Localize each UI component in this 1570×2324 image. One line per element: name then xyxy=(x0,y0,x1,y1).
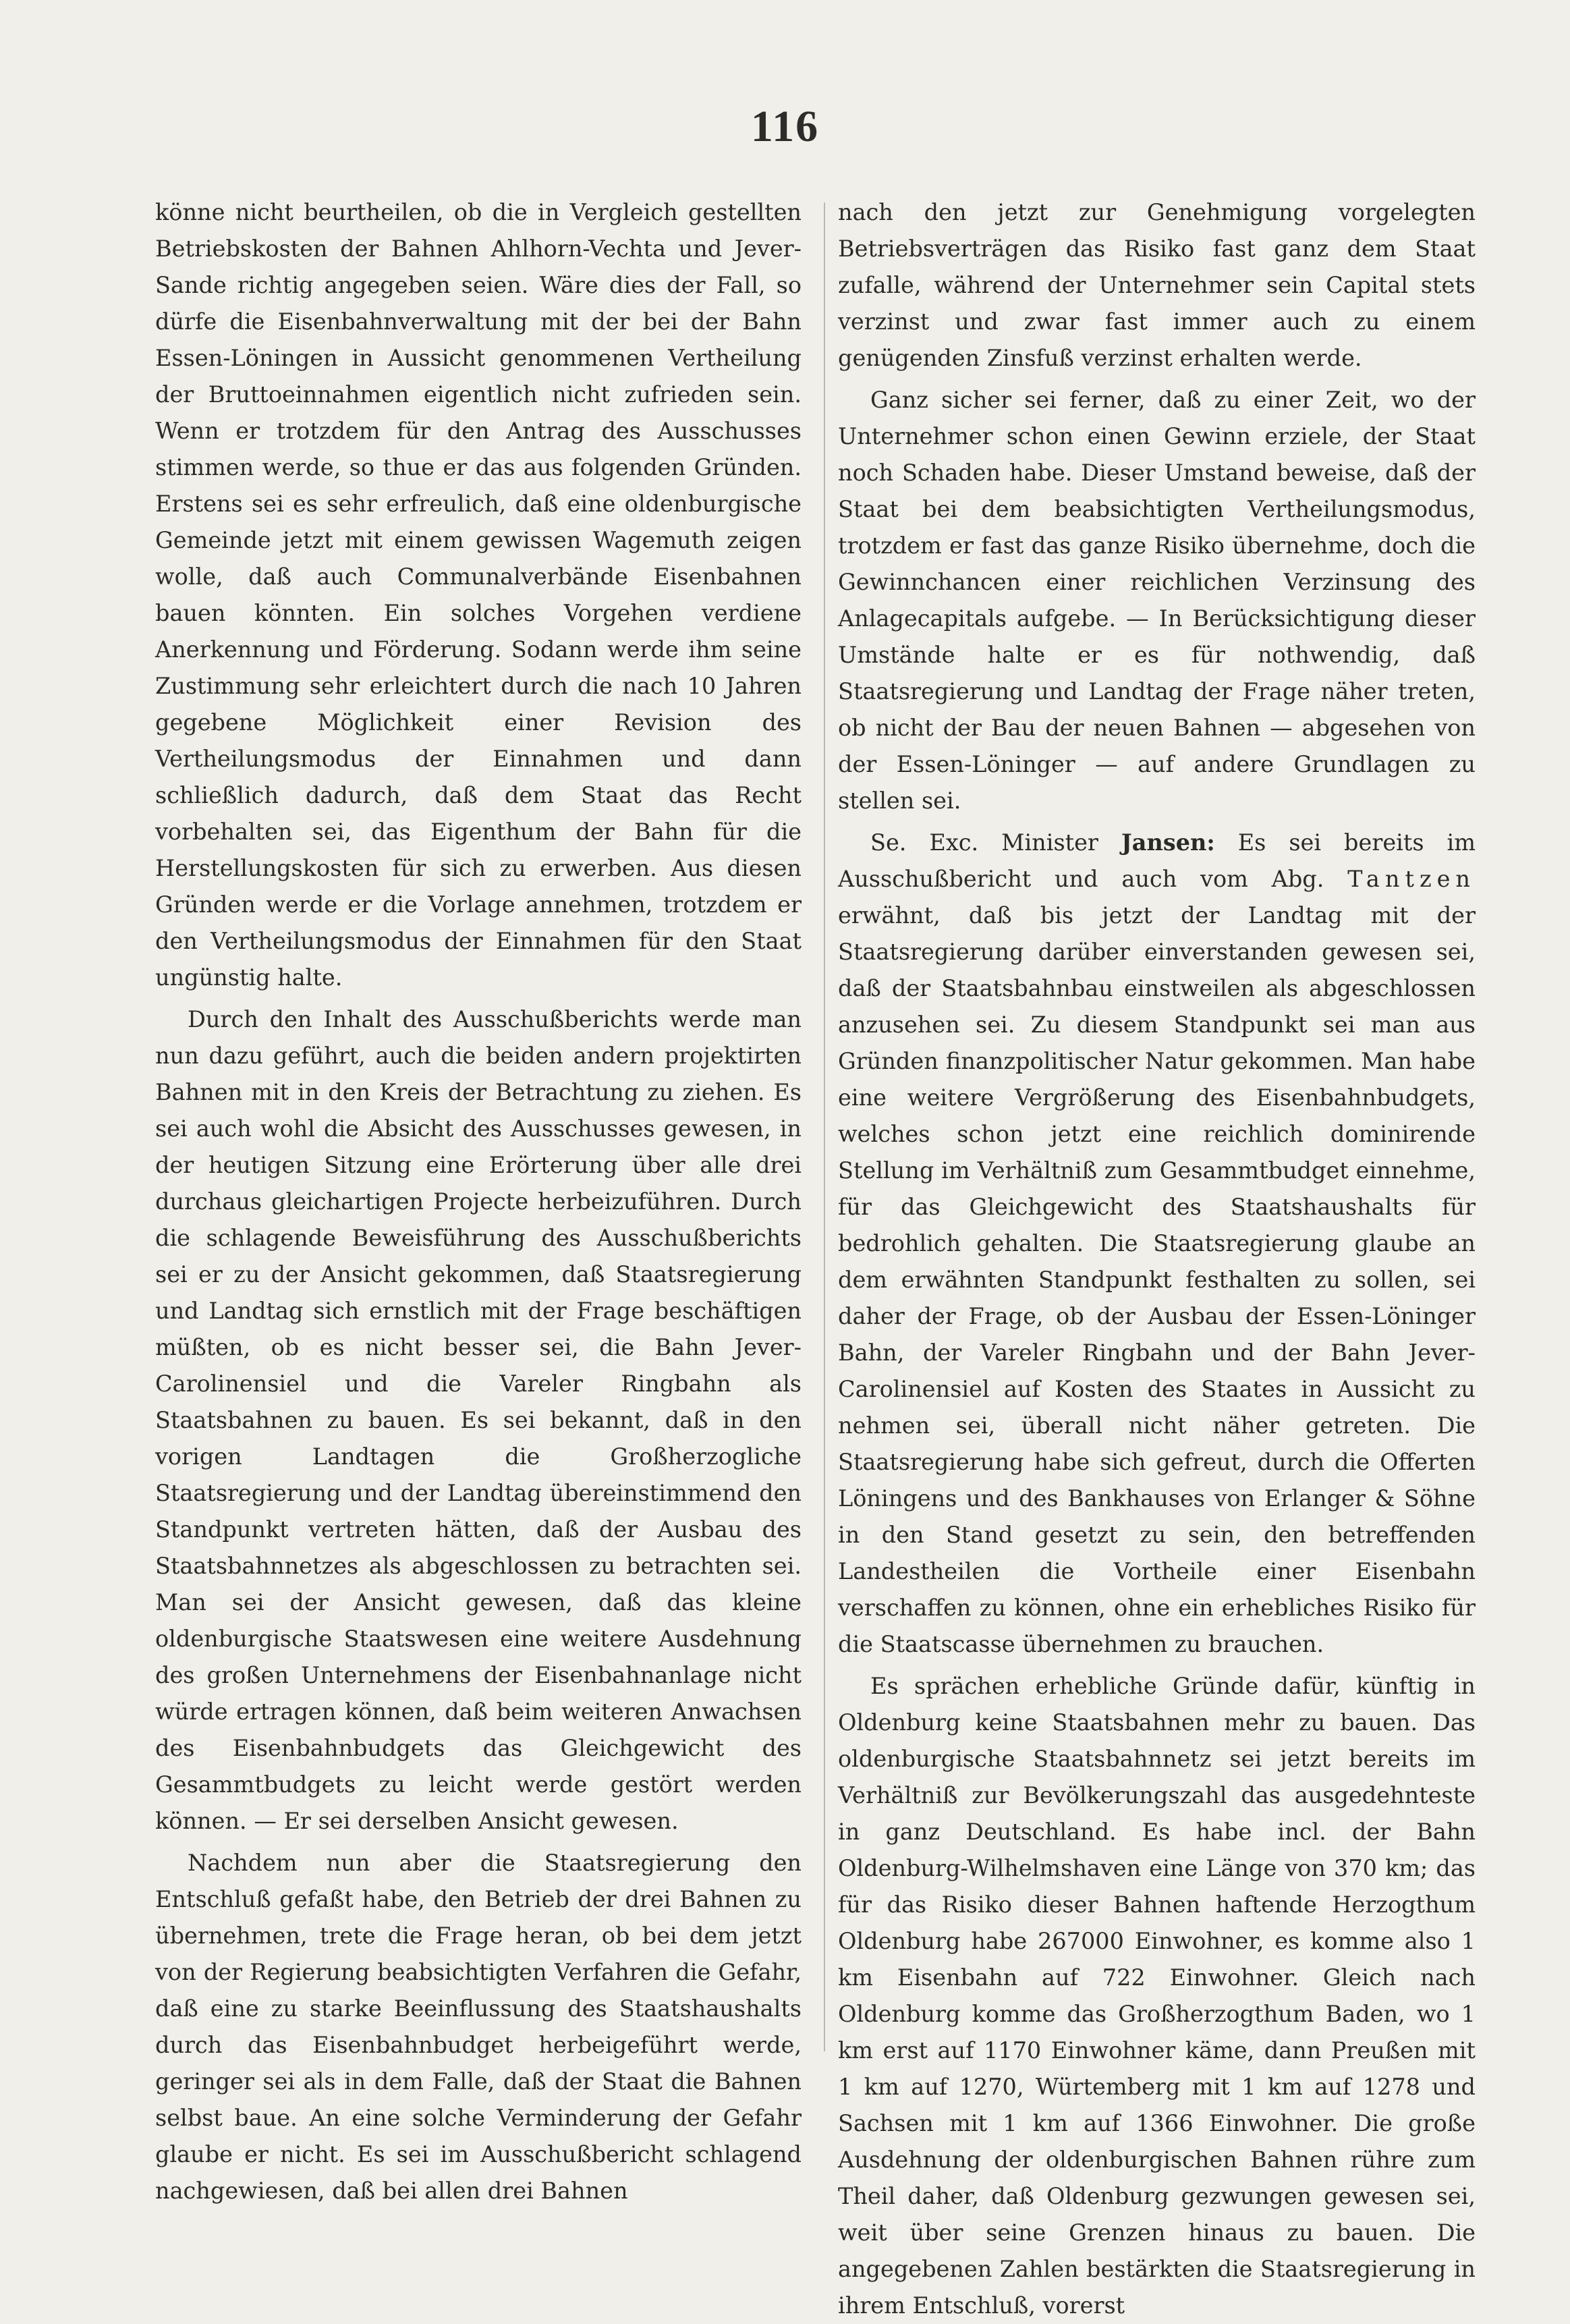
speaker-name: Jansen: xyxy=(1121,829,1215,856)
page-number: 116 xyxy=(750,102,820,151)
column-divider xyxy=(824,202,825,2051)
paragraph: Es sprächen erhebliche Gründe dafür, künftig in Oldenburg keine Staatsbahnen mehr zu bauen. Das oldenburgische Staatsbahnnetz sei jetzt bereits im Verhältniß zur Bevölkerungszahl das ausgedehnteste in ganz Deutschland. Es habe incl. der Bahn Oldenburg-Wilhelmshaven eine Länge von 370 km; das für das Risiko dieser Bahnen haftende Herzogthum Oldenburg habe 267000 Einwohner, es komme also 1 km Eisenbahn auf 722 Einwohner. Gleich nach Oldenburg komme das Großherzogthum Baden, wo 1 km erst auf 1170 Einwohner käme, dann Preußen mit 1 km auf 1270, Würtemberg mit 1 km auf 1278 und Sachsen mit 1 km auf 1366 Einwohner. Die große Ausdehnung der oldenburgischen Bahnen rühre zum Theil daher, daß Oldenburg gezwungen gewesen sei, weit über seine Grenzen hinaus zu bauen. Die angegebenen Zahlen bestärkten die Staatsregierung in ihrem Entschluß, vorerst xyxy=(838,1673,1476,2319)
right-column xyxy=(838,194,1476,2324)
paragraph-text: Es sei bereits im Ausschußbericht und auch vom Abg. xyxy=(838,829,1476,892)
speaker-title: Se. Exc. Minister xyxy=(870,829,1098,856)
speaker-paragraph xyxy=(838,825,1476,1663)
paragraph: Nachdem nun aber die Staatsregierung den Entschluß gefaßt habe, den Betrieb der drei Bahnen zu übernehmen, trete die Frage heran, ob bei dem jetzt von der Regierung beabsichtigten Verfahren die Gefahr, daß eine zu starke Beeinflussung des Staatshaushalts durch das Eisenbahnbudget herbeigeführt werde, geringer sei als in dem Falle, daß der Staat die Bahnen selbst baue. An eine solche Verminderung der Gefahr glaube er nicht. Es sei im Ausschußbericht schlagend nachgewiesen, daß bei allen drei Bahnen xyxy=(155,1850,802,2204)
paragraph-text: erwähnt, daß bis jetzt der Landtag mit der Staatsregierung darüber einverstanden gewesen sei, daß der Staatsbahnbau einstweilen als abgeschlossen anzusehen sei. Zu diesem Standpunkt sei man aus Gründen finanzpolitischer Natur gekommen. Man habe eine weitere Vergrößerung des Eisenbahnbudgets, welches schon jetzt eine reichlich dominirende Stellung im Verhältniß zum Gesammtbudget einnehme, für das Gleichgewicht des Staatshaushalts für bedrohlich gehalten. Die Staatsregierung glaube an dem erwähnten Standpunkt festhalten zu sollen, sei daher der Frage, ob der Ausbau der Essen-Löninger Bahn, der Vareler Ringbahn und der Bahn Jever-Carolinensiel auf Kosten des Staates in Aussicht zu nehmen sei, überall nicht näher getreten. Die Staatsregierung habe sich gefreut, durch die Offerten Löningens und des Bankhauses von Erlanger & Söhne in den Stand gesetzt zu sein, den betreffenden Landestheilen die Vortheile einer Eisenbahn verschaffen zu können, ohne ein erhebliches Risiko für die Staatscasse übernehmen zu brauchen. xyxy=(838,902,1476,1657)
mentioned-name: Tantzen xyxy=(1347,866,1476,892)
paragraph: nach den jetzt zur Genehmigung vorgelegten Betriebsverträgen das Risiko fast ganz dem Staat zufalle, während der Unternehmer sein Capital stets verzinst und zwar fast immer auch zu einem genügenden Zinsfuß verzinst erhalten werde. xyxy=(838,199,1476,371)
paragraph: könne nicht beurtheilen, ob die in Vergleich gestellten Betriebskosten der Bahnen Ahlhorn-Vechta und Jever-Sande richtig angegeben seien. Wäre dies der Fall, so dürfe die Eisenbahnverwaltung mit der bei der Bahn Essen-Löningen in Aussicht genommenen Vertheilung der Bruttoeinnahmen eigentlich nicht zufrieden sein. Wenn er trotzdem für den Antrag des Ausschusses stimmen werde, so thue er das aus folgenden Gründen. Erstens sei es sehr erfreulich, daß eine oldenburgische Gemeinde jetzt mit einem gewissen Wagemuth zeigen wolle, daß auch Communalverbände Eisenbahnen bauen könnten. Ein solches Vorgehen verdiene Anerkennung und Förderung. Sodann werde ihm seine Zustimmung sehr erleichtert durch die nach 10 Jahren gegebene Möglichkeit einer Revision des Vertheilungsmodus der Einnahmen und dann schließlich dadurch, daß dem Staat das Recht vorbehalten sei, das Eigenthum der Bahn für die Herstellungskosten für sich zu erwerben. Aus diesen Gründen werde er die Vorlage annehmen, trotzdem er den Vertheilungsmodus der Einnahmen für den Staat ungünstig halte. xyxy=(155,199,802,991)
paragraph: Durch den Inhalt des Ausschußberichts werde man nun dazu geführt, auch die beiden andern projektirten Bahnen mit in den Kreis der Betrachtung zu ziehen. Es sei auch wohl die Absicht des Ausschusses gewesen, in der heutigen Sitzung eine Erörterung über alle drei durchaus gleichartigen Projecte herbeizuführen. Durch die schlagende Beweisführung des Ausschußberichts sei er zu der Ansicht gekommen, daß Staatsregierung und Landtag sich ernstlich mit der Frage beschäftigen müßten, ob es nicht besser sei, die Bahn Jever-Carolinensiel und die Vareler Ringbahn als Staatsbahnen zu bauen. Es sei bekannt, daß in den vorigen Landtagen die Großherzogliche Staatsregierung und der Landtag übereinstimmend den Standpunkt vertreten hätten, daß der Ausbau des Staatsbahnnetzes als abgeschlossen zu betrachten sei. Man sei der Ansicht gewesen, daß das kleine oldenburgische Staatswesen eine weitere Ausdehnung des großen Unternehmens der Eisenbahnanlage nicht würde ertragen können, daß beim weiteren Anwachsen des Eisenbahnbudgets das Gleichgewicht des Gesammtbudgets zu leicht werde gestört werden können. — Er sei derselben Ansicht gewesen. xyxy=(155,1006,802,1834)
left-column xyxy=(155,194,802,2209)
paragraph: Ganz sicher sei ferner, daß zu einer Zeit, wo der Unternehmer schon einen Gewinn erziele, der Staat noch Schaden habe. Dieser Umstand beweise, daß der Staat bei dem beabsichtigten Vertheilungsmodus, trotzdem er fast das ganze Risiko übernehme, doch die Gewinnchancen einer reichlichen Verzinsung des Anlagecapitals aufgebe. — In Berücksichtigung dieser Umstände halte er es für nothwendig, daß Staatsregierung und Landtag der Frage näher treten, ob nicht der Bau der neuen Bahnen — abgesehen von der Essen-Löninger — auf andere Grundlagen zu stellen sei. xyxy=(838,387,1476,814)
